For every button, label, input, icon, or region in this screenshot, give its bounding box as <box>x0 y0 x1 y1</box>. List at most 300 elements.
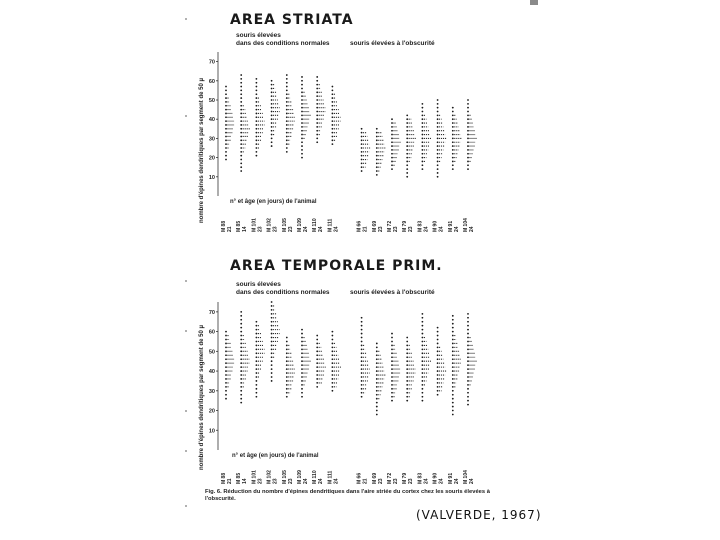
data-point <box>316 358 318 360</box>
data-point <box>437 394 439 396</box>
data-point <box>422 317 424 319</box>
data-point <box>271 368 273 370</box>
x-tick-label: M 88 <box>221 220 227 232</box>
data-point <box>361 345 363 347</box>
data-point <box>361 337 363 339</box>
data-point <box>422 392 424 394</box>
data-point <box>467 364 469 366</box>
data-point <box>437 358 439 360</box>
data-point <box>256 396 258 398</box>
data-point <box>332 378 334 380</box>
x-tick-label: M 69 <box>371 220 378 232</box>
x-tick-label: M 72 <box>387 472 393 484</box>
data-point <box>301 348 303 350</box>
data-point <box>271 325 273 327</box>
x-tick-label: M 101 <box>251 218 258 232</box>
data-point <box>376 358 378 360</box>
x-age-label: 24 <box>318 478 325 484</box>
data-point <box>452 398 454 400</box>
data-point <box>452 335 454 337</box>
x-tick-label: M 66 <box>356 472 363 484</box>
data-point <box>361 392 363 394</box>
x-age-label: 23 <box>257 478 264 484</box>
data-point <box>391 368 393 370</box>
x-tick-label: M 85 <box>236 472 243 484</box>
x-tick-label: M 83 <box>417 472 424 484</box>
data-point <box>452 390 454 392</box>
data-point <box>376 406 378 408</box>
data-point <box>316 350 318 352</box>
x-age-label: 24 <box>423 478 430 484</box>
data-point <box>256 356 258 358</box>
data-point <box>376 386 378 388</box>
data-point <box>332 346 334 348</box>
data-point <box>271 380 273 382</box>
data-point <box>422 368 424 370</box>
data-point <box>422 376 424 378</box>
data-point <box>406 384 408 386</box>
data-point <box>406 388 408 390</box>
data-point <box>422 400 424 402</box>
data-point <box>240 311 242 313</box>
y-axis-label-bottom: nombre d'épines dendritiques par segment de 50 µ <box>199 325 205 470</box>
data-point <box>240 335 242 337</box>
data-point <box>240 350 242 352</box>
y-tick-label: 10 <box>208 174 215 181</box>
data-point <box>406 392 408 394</box>
data-point <box>437 386 439 388</box>
data-point <box>391 360 393 362</box>
data-point <box>316 366 318 368</box>
x-age-label: 24 <box>333 478 340 484</box>
data-point <box>301 356 303 358</box>
data-point <box>361 368 363 370</box>
data-point <box>437 335 439 337</box>
data-point <box>240 323 242 325</box>
legend-normal-line1: souris élevées <box>236 32 281 39</box>
data-point <box>452 374 454 376</box>
x-age-label: 24 <box>469 226 475 232</box>
x-age-label: 23 <box>272 226 279 232</box>
data-point <box>467 329 469 331</box>
data-point <box>437 343 439 345</box>
y-tick-label: 30 <box>208 388 215 395</box>
data-point <box>452 378 454 380</box>
data-point <box>301 352 303 354</box>
data-point <box>271 329 273 331</box>
data-point <box>422 380 424 382</box>
data-point <box>361 356 363 358</box>
y-tick-label: 50 <box>208 349 215 356</box>
data-point <box>422 321 424 323</box>
data-point <box>256 372 258 374</box>
handwritten-credit: (VALVERDE, 1967) <box>416 508 542 522</box>
data-point <box>225 339 227 341</box>
x-age-label: 24 <box>438 226 445 232</box>
x-age-label: 23 <box>393 478 399 484</box>
data-point <box>361 364 363 366</box>
data-point <box>316 374 318 376</box>
data-point <box>256 348 258 350</box>
data-point <box>256 333 258 335</box>
data-point <box>286 368 288 370</box>
data-point <box>332 343 334 345</box>
data-point <box>316 382 318 384</box>
data-point <box>225 394 227 396</box>
data-point <box>422 360 424 362</box>
handwritten-title-bottom: AREA TEMPORALE PRIM. <box>230 258 443 274</box>
data-point <box>467 360 469 362</box>
data-point <box>240 343 242 345</box>
data-point <box>361 341 363 343</box>
data-point <box>391 392 393 394</box>
data-point <box>286 348 288 350</box>
x-age-label: 23 <box>272 478 279 484</box>
data-point <box>332 382 334 384</box>
data-point <box>316 378 318 380</box>
data-point <box>271 372 273 374</box>
data-point <box>391 400 393 402</box>
data-point <box>286 392 288 394</box>
data-point <box>225 350 227 352</box>
data-point <box>240 382 242 384</box>
data-point <box>467 352 469 354</box>
x-tick-label: M 85 <box>236 220 243 232</box>
data-point <box>437 339 439 341</box>
data-point <box>391 345 393 347</box>
figure-caption: Fig. 6. Réduction du nombre d'épines dendritiques dans l'aire striée du cortex chez les souris élevées à l'obscurité. <box>205 489 490 502</box>
data-point <box>225 378 227 380</box>
data-point <box>391 396 393 398</box>
data-point <box>240 386 242 388</box>
data-point <box>452 343 454 345</box>
legend-dark-top: souris élevées à l'obscurité <box>350 40 435 47</box>
data-point <box>240 366 242 368</box>
x-tick-label: M 111 <box>327 470 334 484</box>
y-tick-label: 50 <box>208 98 215 104</box>
y-tick-label: 20 <box>208 155 215 162</box>
data-point <box>332 366 334 368</box>
x-tick-label: M 109 <box>297 218 303 232</box>
data-point <box>286 364 288 366</box>
data-point <box>452 402 454 404</box>
data-point <box>422 341 424 343</box>
x-tick-label: M 90 <box>432 220 439 232</box>
data-point <box>467 392 469 394</box>
data-point <box>361 325 363 327</box>
data-point <box>437 331 439 333</box>
data-point <box>406 372 408 374</box>
data-point <box>256 384 258 386</box>
data-point <box>406 352 408 354</box>
data-point <box>240 315 242 317</box>
data-point <box>391 337 393 339</box>
data-point <box>271 348 273 350</box>
data-point <box>437 350 439 352</box>
x-age-label: 24 <box>333 226 340 232</box>
y-tick-label: 40 <box>208 369 215 376</box>
data-point <box>256 376 258 378</box>
x-age-label: 21 <box>227 478 233 484</box>
data-point <box>376 370 378 372</box>
data-point <box>361 376 363 378</box>
x-tick-label: M 105 <box>281 218 288 232</box>
data-point <box>376 343 378 345</box>
x-tick-label: M 101 <box>251 470 258 484</box>
x-age-label: 24 <box>453 478 460 484</box>
data-point <box>301 392 303 394</box>
data-point <box>422 352 424 354</box>
x-tick-label: M 111 <box>327 218 334 232</box>
x-tick-label: M 105 <box>281 470 288 484</box>
data-point <box>467 368 469 370</box>
data-point <box>240 390 242 392</box>
x-tick-label: M 104 <box>463 470 469 484</box>
data-point <box>256 325 258 327</box>
data-point <box>271 317 273 319</box>
data-point <box>271 309 273 311</box>
data-point <box>467 372 469 374</box>
data-point <box>332 339 334 341</box>
data-point <box>391 352 393 354</box>
data-point <box>422 396 424 398</box>
handwritten-title-top: AREA STRIATA <box>230 12 354 28</box>
data-point <box>376 410 378 412</box>
data-point <box>301 368 303 370</box>
data-point <box>467 321 469 323</box>
data-point <box>301 380 303 382</box>
data-point <box>437 354 439 356</box>
data-point <box>376 394 378 396</box>
x-tick-label: M 79 <box>402 220 409 232</box>
data-point <box>301 384 303 386</box>
data-point <box>422 372 424 374</box>
data-point <box>271 337 273 339</box>
data-point <box>376 346 378 348</box>
data-point <box>301 329 303 331</box>
data-point <box>240 394 242 396</box>
data-point <box>316 370 318 372</box>
data-point <box>391 356 393 358</box>
y-axis-label-top: nombre d'épines dendritiques par segment de 50 µ <box>199 78 205 223</box>
data-point <box>240 398 242 400</box>
data-point <box>467 341 469 343</box>
x-age-label: 23 <box>408 226 415 232</box>
data-point <box>452 319 454 321</box>
data-point <box>437 378 439 380</box>
x-axis-note-top: n° et âge (en jours) de l'animal <box>230 199 317 205</box>
data-point <box>391 348 393 350</box>
data-point <box>286 337 288 339</box>
data-point <box>406 345 408 347</box>
data-point <box>332 358 334 360</box>
x-age-label: 14 <box>242 226 249 232</box>
data-point <box>467 337 469 339</box>
x-age-label: 23 <box>257 226 264 232</box>
x-tick-label: M 110 <box>312 470 319 484</box>
data-point <box>376 350 378 352</box>
data-point <box>361 352 363 354</box>
data-point <box>286 345 288 347</box>
x-age-label: 24 <box>438 478 445 484</box>
data-point <box>271 333 273 335</box>
data-point <box>332 354 334 356</box>
data-point <box>376 354 378 356</box>
data-point <box>361 360 363 362</box>
x-tick-label: M 91 <box>447 220 454 232</box>
data-point <box>406 400 408 402</box>
data-point <box>452 370 454 372</box>
data-point <box>467 317 469 319</box>
data-point <box>225 331 227 333</box>
x-age-label: 24 <box>453 226 460 232</box>
x-age-label: 24 <box>469 478 475 484</box>
data-point <box>240 374 242 376</box>
data-point <box>256 364 258 366</box>
data-point <box>286 352 288 354</box>
data-point <box>225 362 227 364</box>
data-point <box>406 396 408 398</box>
data-point <box>361 372 363 374</box>
data-point <box>437 346 439 348</box>
data-point <box>286 396 288 398</box>
data-point <box>271 364 273 366</box>
data-point <box>286 376 288 378</box>
data-point <box>225 346 227 348</box>
data-point <box>271 376 273 378</box>
x-age-label: 23 <box>393 226 399 232</box>
data-point <box>240 402 242 404</box>
data-point <box>467 396 469 398</box>
data-point <box>376 402 378 404</box>
x-tick-label: M 102 <box>266 218 273 232</box>
data-point <box>437 390 439 392</box>
data-point <box>376 366 378 368</box>
x-tick-label: M 90 <box>432 472 439 484</box>
data-point <box>286 388 288 390</box>
data-point <box>271 321 273 323</box>
x-age-label: 24 <box>423 226 430 232</box>
y-tick-label: 10 <box>208 428 215 435</box>
data-point <box>316 339 318 341</box>
data-point <box>467 400 469 402</box>
data-point <box>422 356 424 358</box>
x-tick-label: M 88 <box>221 472 227 484</box>
x-age-label: 24 <box>303 226 309 232</box>
data-point <box>301 376 303 378</box>
data-point <box>361 396 363 398</box>
data-point <box>376 362 378 364</box>
data-point <box>240 362 242 364</box>
data-point <box>361 384 363 386</box>
data-point <box>286 341 288 343</box>
data-point <box>286 380 288 382</box>
data-point <box>256 337 258 339</box>
data-point <box>256 392 258 394</box>
data-point <box>361 317 363 319</box>
data-point <box>361 333 363 335</box>
data-point <box>256 321 258 323</box>
data-point <box>301 341 303 343</box>
data-point <box>332 350 334 352</box>
data-point <box>467 380 469 382</box>
x-age-label: 24 <box>318 226 325 232</box>
data-point <box>286 360 288 362</box>
legend-dark-bottom: souris élevées à l'obscurité <box>350 289 435 296</box>
data-point <box>225 370 227 372</box>
data-point <box>316 362 318 364</box>
data-point <box>452 327 454 329</box>
data-point <box>391 364 393 366</box>
data-point <box>452 350 454 352</box>
data-point <box>391 372 393 374</box>
data-point <box>406 356 408 358</box>
data-point <box>452 315 454 317</box>
data-point <box>240 354 242 356</box>
data-point <box>271 356 273 358</box>
data-point <box>301 364 303 366</box>
data-point <box>452 362 454 364</box>
data-point <box>332 335 334 337</box>
data-point <box>391 341 393 343</box>
x-tick-label: M 83 <box>417 220 424 232</box>
y-tick-label: 20 <box>208 408 215 415</box>
x-age-label: 14 <box>242 478 249 484</box>
data-point <box>225 354 227 356</box>
data-point <box>271 301 273 303</box>
data-point <box>301 360 303 362</box>
data-point <box>301 388 303 390</box>
data-point <box>422 388 424 390</box>
x-age-label: 23 <box>287 478 294 484</box>
data-point <box>467 313 469 315</box>
data-point <box>240 319 242 321</box>
data-point <box>437 382 439 384</box>
data-point <box>256 368 258 370</box>
x-age-label: 23 <box>377 478 384 484</box>
data-point <box>301 345 303 347</box>
data-point <box>240 327 242 329</box>
x-age-label: 23 <box>287 226 294 232</box>
data-point <box>406 337 408 339</box>
x-age-label: 23 <box>377 226 384 232</box>
data-point <box>225 398 227 400</box>
y-tick-label: 60 <box>208 329 215 336</box>
data-point <box>452 346 454 348</box>
data-point <box>225 390 227 392</box>
data-point <box>225 335 227 337</box>
data-point <box>437 374 439 376</box>
data-point <box>225 374 227 376</box>
data-point <box>452 386 454 388</box>
data-point <box>256 329 258 331</box>
data-point <box>467 333 469 335</box>
data-point <box>452 410 454 412</box>
data-point <box>376 378 378 380</box>
data-point <box>391 333 393 335</box>
data-point <box>422 345 424 347</box>
x-tick-label: M 69 <box>371 472 378 484</box>
x-age-label: 21 <box>227 226 233 232</box>
data-point <box>332 390 334 392</box>
data-point <box>240 331 242 333</box>
data-point <box>361 329 363 331</box>
data-point <box>422 364 424 366</box>
data-point <box>376 374 378 376</box>
data-point <box>391 384 393 386</box>
data-point <box>406 364 408 366</box>
data-point <box>316 343 318 345</box>
